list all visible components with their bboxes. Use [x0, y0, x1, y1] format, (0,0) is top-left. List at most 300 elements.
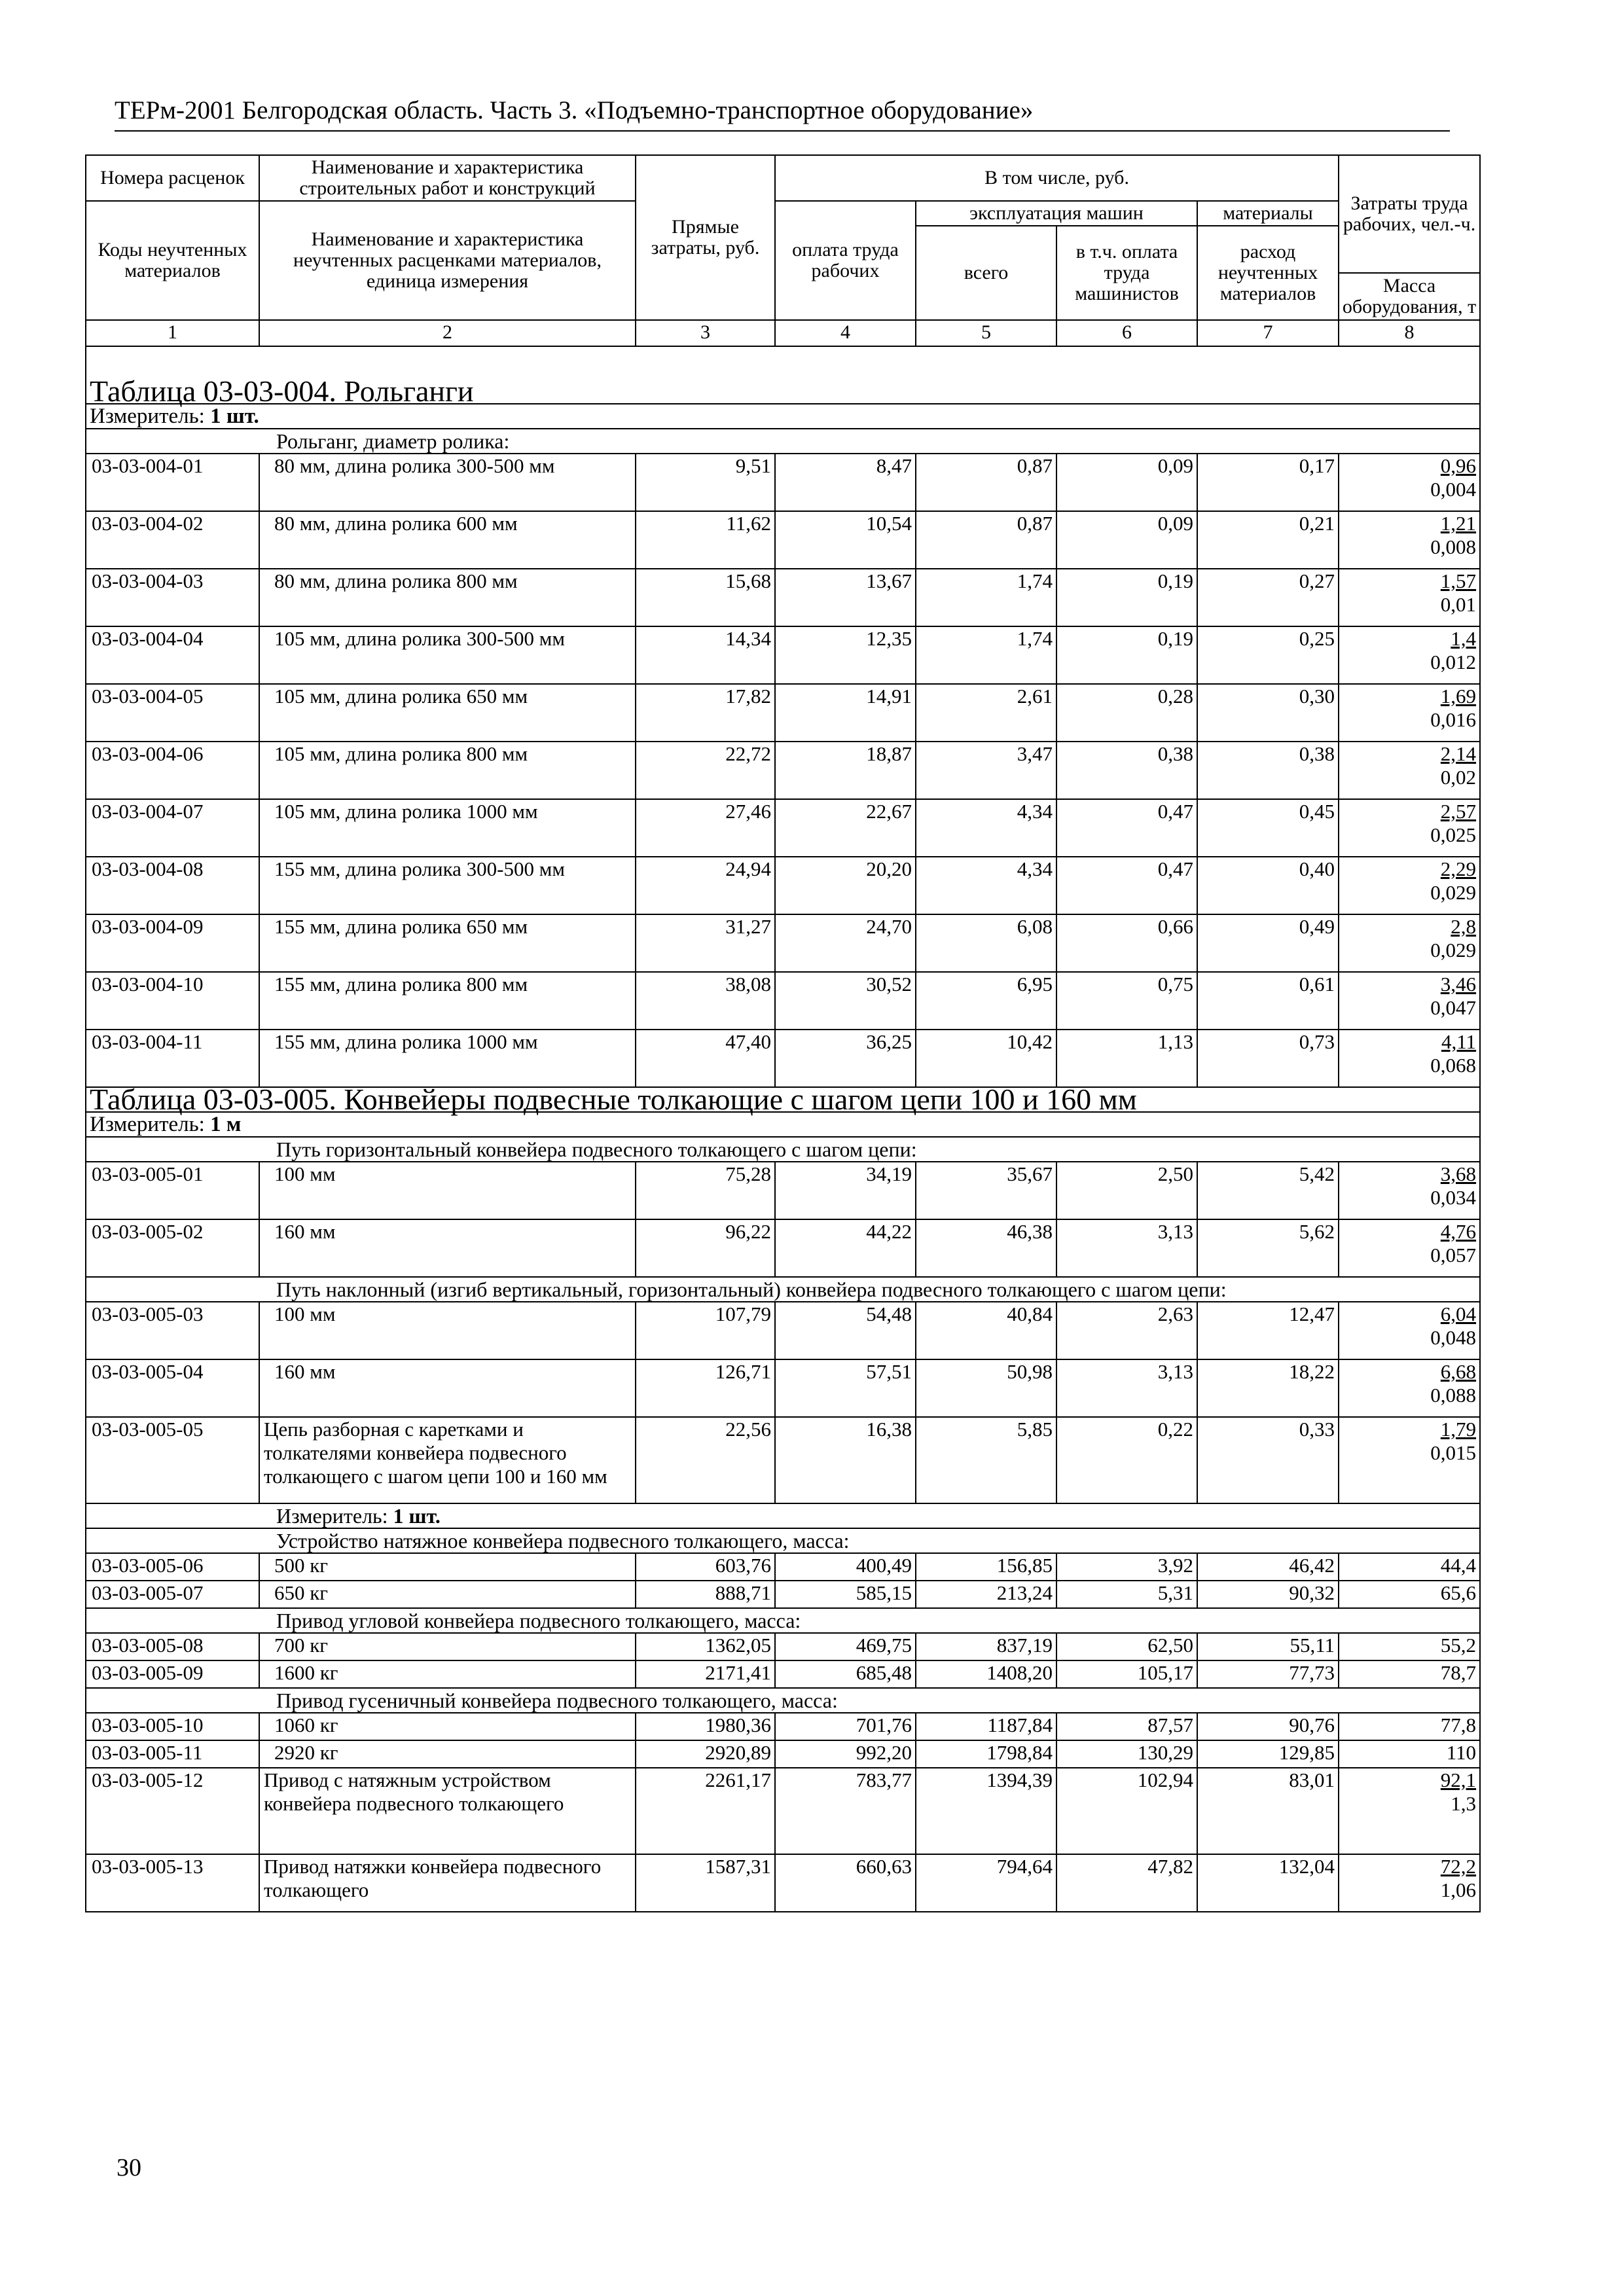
equipment-mass: 1,06 — [1440, 1878, 1477, 1901]
cost-materials: 0,25 — [1197, 626, 1339, 684]
work-name: 105 мм, длина ролика 300-500 мм — [259, 626, 636, 684]
cost-operators: 62,50 — [1056, 1633, 1197, 1660]
cost-direct: 107,79 — [636, 1302, 775, 1359]
labor-mass-cell — [1339, 914, 1480, 972]
cost-operators: 0,19 — [1056, 569, 1197, 626]
header-codes-bottom: Коды неучтенных материалов — [86, 201, 259, 320]
header-machine-operators: в т.ч. оплата труда машинистов — [1056, 226, 1197, 320]
rate-code: 03-03-005-05 — [86, 1417, 259, 1503]
cost-machines: 10,42 — [916, 1030, 1056, 1087]
table-row — [86, 1581, 1480, 1608]
table-row — [86, 1713, 1480, 1740]
labor-mass-cell — [1339, 972, 1480, 1030]
cost-materials: 55,11 — [1197, 1633, 1339, 1660]
cost-materials: 46,42 — [1197, 1553, 1339, 1581]
equipment-mass: 0,004 — [1430, 478, 1477, 501]
page-number: 30 — [117, 2154, 141, 2181]
section-heading: Рольганг, диаметр ролика: — [86, 429, 1480, 454]
cost-materials: 12,47 — [1197, 1302, 1339, 1359]
labor-costs: 44,4 — [1440, 1554, 1477, 1577]
cost-machines: 50,98 — [916, 1359, 1056, 1417]
rate-code: 03-03-005-10 — [86, 1713, 259, 1740]
labor-mass-cell — [1339, 569, 1480, 626]
cost-operators: 0,09 — [1056, 454, 1197, 511]
header-materials: материалы — [1197, 201, 1339, 226]
cost-machines: 46,38 — [916, 1219, 1056, 1277]
labor-mass-cell — [1339, 1219, 1480, 1277]
work-name: 1060 кг — [259, 1713, 636, 1740]
labor-costs: 3,46 — [1440, 973, 1477, 996]
cost-wages: 14,91 — [775, 684, 916, 742]
work-name: 80 мм, длина ролика 800 мм — [259, 569, 636, 626]
work-name: 1600 кг — [259, 1660, 636, 1688]
work-name: 155 мм, длина ролика 800 мм — [259, 972, 636, 1030]
cost-direct: 96,22 — [636, 1219, 775, 1277]
work-name: 650 кг — [259, 1581, 636, 1608]
table-row — [86, 1633, 1480, 1660]
cost-wages: 469,75 — [775, 1633, 916, 1660]
labor-costs: 72,2 — [1440, 1855, 1477, 1878]
labor-costs: 55,2 — [1440, 1634, 1477, 1657]
rate-code: 03-03-005-08 — [86, 1633, 259, 1660]
equipment-mass: 0,012 — [1430, 651, 1477, 673]
work-name: 80 мм, длина ролика 300-500 мм — [259, 454, 636, 511]
labor-mass-cell — [1339, 1417, 1480, 1503]
rate-code: 03-03-004-04 — [86, 626, 259, 684]
cost-machines: 35,67 — [916, 1162, 1056, 1219]
work-name: 105 мм, длина ролика 1000 мм — [259, 799, 636, 857]
cost-operators: 0,47 — [1056, 799, 1197, 857]
unit-label — [86, 1503, 1480, 1528]
equipment-mass: 0,029 — [1430, 939, 1477, 961]
equipment-mass: 0,015 — [1430, 1441, 1477, 1464]
work-name: 700 кг — [259, 1633, 636, 1660]
cost-materials: 0,49 — [1197, 914, 1339, 972]
cost-operators: 1,13 — [1056, 1030, 1197, 1087]
table-row — [86, 626, 1480, 684]
rate-code: 03-03-004-11 — [86, 1030, 259, 1087]
cost-direct: 2261,17 — [636, 1768, 775, 1854]
work-name: Цепь разборная с каретками и толкателями конвейера подвесного толкающего с шагом цепи 100 и 160 мм — [259, 1417, 636, 1503]
labor-mass-cell — [1339, 1713, 1480, 1740]
cost-materials: 0,21 — [1197, 511, 1339, 569]
rate-code: 03-03-005-04 — [86, 1359, 259, 1417]
equipment-mass: 0,057 — [1430, 1244, 1477, 1266]
cost-direct: 22,56 — [636, 1417, 775, 1503]
header-direct-costs: Прямые затраты, руб. — [636, 155, 775, 320]
cost-machines: 1187,84 — [916, 1713, 1056, 1740]
cost-machines: 213,24 — [916, 1581, 1056, 1608]
labor-costs: 6,04 — [1440, 1302, 1477, 1325]
rate-code: 03-03-005-02 — [86, 1219, 259, 1277]
labor-mass-cell — [1339, 1854, 1480, 1912]
rate-code: 03-03-004-09 — [86, 914, 259, 972]
cost-materials: 0,61 — [1197, 972, 1339, 1030]
cost-direct: 27,46 — [636, 799, 775, 857]
cost-direct: 603,76 — [636, 1553, 775, 1581]
work-name: 155 мм, длина ролика 650 мм — [259, 914, 636, 972]
cost-machines: 2,61 — [916, 684, 1056, 742]
cost-wages: 36,25 — [775, 1030, 916, 1087]
cost-wages: 18,87 — [775, 742, 916, 799]
rate-code: 03-03-004-01 — [86, 454, 259, 511]
section-row — [86, 1277, 1480, 1302]
labor-mass-cell — [1339, 684, 1480, 742]
section-row — [86, 1528, 1480, 1553]
cost-wages: 585,15 — [775, 1581, 916, 1608]
labor-mass-cell — [1339, 1553, 1480, 1581]
cost-direct: 31,27 — [636, 914, 775, 972]
unit-prefix: Измеритель: — [90, 404, 211, 428]
cost-operators: 0,38 — [1056, 742, 1197, 799]
table-row — [86, 742, 1480, 799]
header-codes-top: Номера расценок — [86, 155, 259, 201]
cost-machines: 6,95 — [916, 972, 1056, 1030]
table-row — [86, 1219, 1480, 1277]
table-row — [86, 1162, 1480, 1219]
cost-materials: 0,45 — [1197, 799, 1339, 857]
table-row — [86, 1740, 1480, 1768]
table-row — [86, 1768, 1480, 1854]
cost-materials: 0,27 — [1197, 569, 1339, 626]
work-name: 500 кг — [259, 1553, 636, 1581]
cost-operators: 0,66 — [1056, 914, 1197, 972]
rate-code: 03-03-005-09 — [86, 1660, 259, 1688]
column-number: 2 — [259, 320, 636, 346]
table-row — [86, 1553, 1480, 1581]
labor-costs: 2,29 — [1440, 857, 1477, 880]
rate-code: 03-03-004-05 — [86, 684, 259, 742]
rate-code: 03-03-005-03 — [86, 1302, 259, 1359]
cost-materials: 0,40 — [1197, 857, 1339, 914]
labor-mass-cell — [1339, 742, 1480, 799]
labor-costs: 92,1 — [1440, 1768, 1477, 1791]
price-table — [85, 154, 1481, 1912]
cost-direct: 11,62 — [636, 511, 775, 569]
rate-code: 03-03-004-07 — [86, 799, 259, 857]
labor-mass-cell — [1339, 1302, 1480, 1359]
table-row — [86, 972, 1480, 1030]
cost-machines: 5,85 — [916, 1417, 1056, 1503]
labor-costs: 65,6 — [1440, 1581, 1477, 1604]
labor-costs: 3,68 — [1440, 1162, 1477, 1185]
cost-machines: 4,34 — [916, 857, 1056, 914]
table-row — [86, 1660, 1480, 1688]
table-title: Таблица 03-03-005. Конвейеры подвесные толкающие с шагом цепи 100 и 160 мм — [86, 1087, 1480, 1112]
work-name: 100 мм — [259, 1302, 636, 1359]
equipment-mass: 0,016 — [1430, 708, 1477, 731]
cost-machines: 156,85 — [916, 1553, 1056, 1581]
labor-costs: 0,96 — [1440, 454, 1477, 477]
labor-costs: 2,57 — [1440, 800, 1477, 823]
cost-wages: 8,47 — [775, 454, 916, 511]
cost-wages: 992,20 — [775, 1740, 916, 1768]
cost-operators: 3,13 — [1056, 1359, 1197, 1417]
cost-materials: 0,73 — [1197, 1030, 1339, 1087]
cost-wages: 400,49 — [775, 1553, 916, 1581]
work-name: Привод с натяжным устройством конвейера подвесного толкающего — [259, 1768, 636, 1854]
cost-materials: 18,22 — [1197, 1359, 1339, 1417]
cost-materials: 5,62 — [1197, 1219, 1339, 1277]
cost-direct: 22,72 — [636, 742, 775, 799]
section-heading: Путь наклонный (изгиб вертикальный, горизонтальный) конвейера подвесного толкающего с шагом цепи: — [86, 1277, 1480, 1302]
cost-direct: 1587,31 — [636, 1854, 775, 1912]
cost-machines: 4,34 — [916, 799, 1056, 857]
section-heading: Путь горизонтальный конвейера подвесного толкающего с шагом цепи: — [86, 1137, 1480, 1162]
rate-code: 03-03-005-07 — [86, 1581, 259, 1608]
labor-mass-cell — [1339, 1740, 1480, 1768]
section-row — [86, 1137, 1480, 1162]
cost-operators: 2,63 — [1056, 1302, 1197, 1359]
cost-machines: 6,08 — [916, 914, 1056, 972]
unit-value: 1 м — [210, 1113, 242, 1136]
equipment-mass: 0,047 — [1430, 996, 1477, 1019]
cost-materials: 0,33 — [1197, 1417, 1339, 1503]
cost-wages: 54,48 — [775, 1302, 916, 1359]
cost-operators: 105,17 — [1056, 1660, 1197, 1688]
equipment-mass: 1,3 — [1451, 1792, 1477, 1815]
cost-operators: 0,09 — [1056, 511, 1197, 569]
work-name: 155 мм, длина ролика 1000 мм — [259, 1030, 636, 1087]
table-row — [86, 1417, 1480, 1503]
equipment-mass: 0,048 — [1430, 1326, 1477, 1349]
cost-operators: 3,13 — [1056, 1219, 1197, 1277]
labor-mass-cell — [1339, 1768, 1480, 1854]
cost-wages: 685,48 — [775, 1660, 916, 1688]
table-row — [86, 1302, 1480, 1359]
labor-mass-cell — [1339, 1030, 1480, 1087]
cost-operators: 130,29 — [1056, 1740, 1197, 1768]
cost-wages: 13,67 — [775, 569, 916, 626]
table-title: Таблица 03-03-004. Рольганги — [86, 346, 1480, 404]
table-row — [86, 1854, 1480, 1912]
page-header: ТЕРм-2001 Белгородская область. Часть 3. «Подъемно-транспортное оборудование» — [115, 95, 1450, 132]
table-row — [86, 569, 1480, 626]
cost-direct: 888,71 — [636, 1581, 775, 1608]
cost-direct: 1362,05 — [636, 1633, 775, 1660]
labor-costs: 4,11 — [1441, 1030, 1477, 1053]
work-name: 160 мм — [259, 1219, 636, 1277]
cost-materials: 0,30 — [1197, 684, 1339, 742]
unit-value: 1 шт. — [210, 404, 259, 428]
labor-mass-cell — [1339, 1162, 1480, 1219]
equipment-mass: 0,02 — [1440, 766, 1477, 789]
cost-materials: 90,32 — [1197, 1581, 1339, 1608]
labor-mass-cell — [1339, 511, 1480, 569]
table-title-row — [86, 1087, 1480, 1112]
cost-operators: 0,19 — [1056, 626, 1197, 684]
section-heading: Привод угловой конвейера подвесного толкающего, масса: — [86, 1608, 1480, 1633]
table-row — [86, 1359, 1480, 1417]
cost-wages: 44,22 — [775, 1219, 916, 1277]
labor-costs: 1,4 — [1451, 627, 1477, 650]
equipment-mass: 0,029 — [1430, 881, 1477, 904]
work-name: 160 мм — [259, 1359, 636, 1417]
cost-operators: 0,22 — [1056, 1417, 1197, 1503]
labor-mass-cell — [1339, 1359, 1480, 1417]
table-row — [86, 454, 1480, 511]
cost-machines: 837,19 — [916, 1633, 1056, 1660]
equipment-mass: 0,034 — [1430, 1186, 1477, 1209]
labor-costs: 77,8 — [1440, 1713, 1477, 1736]
rate-code: 03-03-004-10 — [86, 972, 259, 1030]
cost-operators: 102,94 — [1056, 1768, 1197, 1854]
cost-direct: 9,51 — [636, 454, 775, 511]
cost-operators: 87,57 — [1056, 1713, 1197, 1740]
cost-materials: 77,73 — [1197, 1660, 1339, 1688]
header-machines-total: всего — [916, 226, 1056, 320]
rate-code: 03-03-005-13 — [86, 1854, 259, 1912]
cost-operators: 0,28 — [1056, 684, 1197, 742]
unit-prefix: Измеритель: — [276, 1504, 393, 1528]
work-name: 105 мм, длина ролика 650 мм — [259, 684, 636, 742]
rate-code: 03-03-005-01 — [86, 1162, 259, 1219]
cost-wages: 30,52 — [775, 972, 916, 1030]
cost-materials: 0,38 — [1197, 742, 1339, 799]
cost-direct: 2171,41 — [636, 1660, 775, 1688]
cost-operators: 5,31 — [1056, 1581, 1197, 1608]
rate-code: 03-03-005-11 — [86, 1740, 259, 1768]
cost-materials: 132,04 — [1197, 1854, 1339, 1912]
cost-wages: 10,54 — [775, 511, 916, 569]
rate-code: 03-03-004-02 — [86, 511, 259, 569]
cost-direct: 17,82 — [636, 684, 775, 742]
cost-machines: 3,47 — [916, 742, 1056, 799]
work-name: 2920 кг — [259, 1740, 636, 1768]
cost-operators: 3,92 — [1056, 1553, 1197, 1581]
labor-mass-cell — [1339, 1633, 1480, 1660]
cost-wages: 57,51 — [775, 1359, 916, 1417]
work-name: 100 мм — [259, 1162, 636, 1219]
header-machines: эксплуатация машин — [916, 201, 1197, 226]
header-names-bottom: Наименование и характеристика неучтенных расценками материалов, единица измерения — [259, 201, 636, 320]
cost-machines: 0,87 — [916, 454, 1056, 511]
header-including: В том числе, руб. — [775, 155, 1339, 201]
cost-direct: 15,68 — [636, 569, 775, 626]
column-number: 8 — [1339, 320, 1480, 346]
labor-mass-cell — [1339, 626, 1480, 684]
rate-code: 03-03-004-03 — [86, 569, 259, 626]
labor-mass-cell — [1339, 799, 1480, 857]
cost-direct: 126,71 — [636, 1359, 775, 1417]
column-number: 4 — [775, 320, 916, 346]
cost-direct: 24,94 — [636, 857, 775, 914]
cost-machines: 40,84 — [916, 1302, 1056, 1359]
cost-direct: 1980,36 — [636, 1713, 775, 1740]
cost-direct: 75,28 — [636, 1162, 775, 1219]
cost-wages: 24,70 — [775, 914, 916, 972]
cost-direct: 47,40 — [636, 1030, 775, 1087]
labor-mass-cell — [1339, 857, 1480, 914]
cost-machines: 1394,39 — [916, 1768, 1056, 1854]
rate-code: 03-03-004-06 — [86, 742, 259, 799]
table-title-row — [86, 346, 1480, 404]
header-names-top: Наименование и характеристика строительных работ и конструкций — [259, 155, 636, 201]
equipment-mass: 0,088 — [1430, 1384, 1477, 1407]
header-materials-consumption: расход неучтенных материалов — [1197, 226, 1339, 320]
rate-code: 03-03-005-12 — [86, 1768, 259, 1854]
rate-code: 03-03-005-06 — [86, 1553, 259, 1581]
unit-prefix: Измеритель: — [90, 1113, 211, 1136]
cost-machines: 794,64 — [916, 1854, 1056, 1912]
column-numbers-row — [86, 320, 1480, 346]
cost-operators: 47,82 — [1056, 1854, 1197, 1912]
labor-costs: 4,76 — [1440, 1220, 1477, 1243]
rate-code: 03-03-004-08 — [86, 857, 259, 914]
equipment-mass: 0,025 — [1430, 823, 1477, 846]
labor-costs: 2,14 — [1440, 742, 1477, 765]
column-number: 1 — [86, 320, 259, 346]
labor-costs: 1,57 — [1440, 569, 1477, 592]
labor-costs: 1,21 — [1440, 512, 1477, 535]
cost-wages: 12,35 — [775, 626, 916, 684]
labor-costs: 6,68 — [1440, 1360, 1477, 1383]
labor-mass-cell — [1339, 454, 1480, 511]
cost-materials: 5,42 — [1197, 1162, 1339, 1219]
cost-machines: 1,74 — [916, 626, 1056, 684]
work-name: 155 мм, длина ролика 300-500 мм — [259, 857, 636, 914]
cost-operators: 2,50 — [1056, 1162, 1197, 1219]
section-row — [86, 1608, 1480, 1633]
column-number: 3 — [636, 320, 775, 346]
column-number: 7 — [1197, 320, 1339, 346]
cost-direct: 38,08 — [636, 972, 775, 1030]
cost-operators: 0,75 — [1056, 972, 1197, 1030]
labor-mass-cell — [1339, 1581, 1480, 1608]
cost-wages: 701,76 — [775, 1713, 916, 1740]
equipment-mass: 0,008 — [1430, 535, 1477, 558]
column-number: 6 — [1056, 320, 1197, 346]
cost-machines: 0,87 — [916, 511, 1056, 569]
labor-mass-cell — [1339, 1660, 1480, 1688]
header-mass: Масса оборудования, т — [1339, 273, 1480, 320]
equipment-mass: 0,01 — [1440, 593, 1477, 616]
work-name: 80 мм, длина ролика 600 мм — [259, 511, 636, 569]
labor-costs: 1,79 — [1440, 1418, 1477, 1441]
cost-wages: 783,77 — [775, 1768, 916, 1854]
cost-wages: 20,20 — [775, 857, 916, 914]
cost-materials: 129,85 — [1197, 1740, 1339, 1768]
cost-materials: 83,01 — [1197, 1768, 1339, 1854]
table-row — [86, 857, 1480, 914]
section-heading: Привод гусеничный конвейера подвесного толкающего, масса: — [86, 1688, 1480, 1713]
work-name: Привод натяжки конвейера подвесного толкающего — [259, 1854, 636, 1912]
labor-costs: 78,7 — [1440, 1661, 1477, 1684]
cost-direct: 2920,89 — [636, 1740, 775, 1768]
column-number: 5 — [916, 320, 1056, 346]
cost-machines: 1798,84 — [916, 1740, 1056, 1768]
cost-wages: 22,67 — [775, 799, 916, 857]
labor-costs: 1,69 — [1440, 685, 1477, 708]
unit-row — [86, 1503, 1480, 1528]
cost-operators: 0,47 — [1056, 857, 1197, 914]
section-heading: Устройство натяжное конвейера подвесного толкающего, масса: — [86, 1528, 1480, 1553]
cost-materials: 0,17 — [1197, 454, 1339, 511]
table-row — [86, 914, 1480, 972]
section-row — [86, 429, 1480, 454]
header-wages: оплата труда рабочих — [775, 201, 916, 320]
cost-wages: 16,38 — [775, 1417, 916, 1503]
cost-wages: 660,63 — [775, 1854, 916, 1912]
table-row — [86, 511, 1480, 569]
table-row — [86, 1030, 1480, 1087]
cost-machines: 1,74 — [916, 569, 1056, 626]
cost-machines: 1408,20 — [916, 1660, 1056, 1688]
section-row — [86, 1688, 1480, 1713]
work-name: 105 мм, длина ролика 800 мм — [259, 742, 636, 799]
labor-costs: 2,8 — [1451, 915, 1477, 938]
labor-costs: 110 — [1446, 1741, 1477, 1764]
